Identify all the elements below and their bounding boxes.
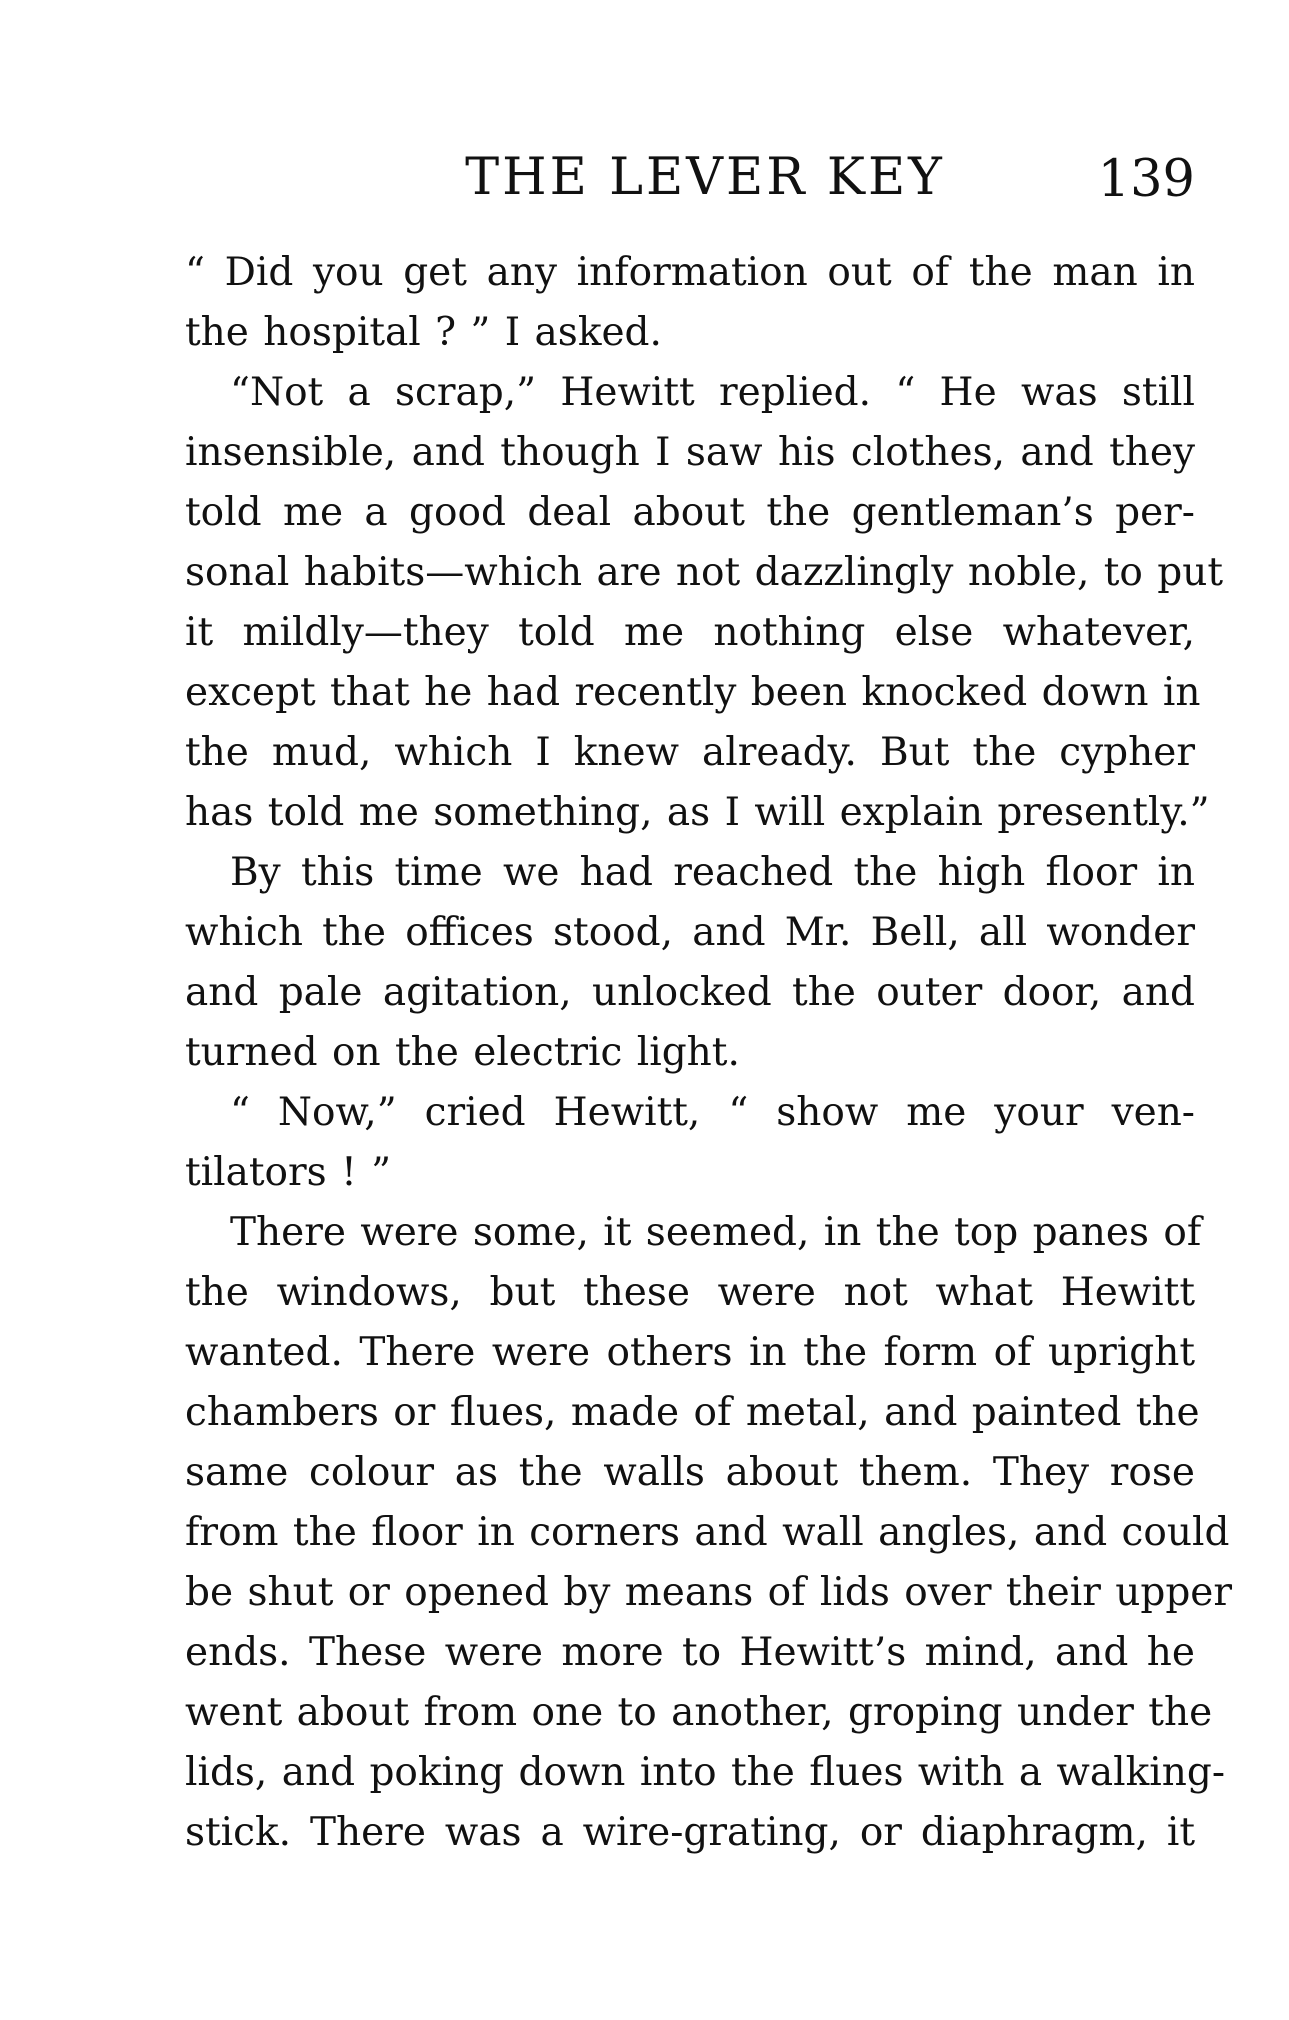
text-line: There were some, it seemed, in the top panes of	[230, 1210, 1202, 1255]
text-line: except that he had recently been knocked down in	[185, 670, 1201, 715]
text-line: “ Did you get any information out of the man in	[185, 250, 1195, 295]
text-line: “Not a scrap,” Hewitt replied. “ He was still	[230, 370, 1195, 415]
text-line: it mildly—they told me nothing else whatever,	[185, 610, 1195, 655]
text-line: tilators ! ”	[185, 1150, 392, 1195]
running-title: THE LEVER KEY	[465, 148, 945, 207]
text-line: which the offices stood, and Mr. Bell, all wonder	[185, 910, 1195, 955]
text-line: turned on the electric light.	[185, 1030, 740, 1075]
text-line: the windows, but these were not what Hewitt	[185, 1270, 1195, 1315]
body-text	[185, 243, 1233, 1863]
text-line: went about from one to another, groping under the	[185, 1690, 1213, 1735]
text-line: the hospital ? ” I asked.	[185, 310, 662, 355]
text-line: chambers or flues, made of metal, and painted the	[185, 1390, 1200, 1435]
text-line: from the floor in corners and wall angles, and could	[185, 1510, 1230, 1555]
text-line: sonal habits—which are not dazzlingly noble, to put	[185, 550, 1224, 595]
page-number: 139	[1097, 150, 1195, 209]
text-line: stick. There was a wire-grating, or diaphragm, it	[185, 1810, 1195, 1855]
text-line: told me a good deal about the gentleman’s per-	[185, 490, 1195, 535]
running-head	[185, 148, 1195, 208]
text-line: and pale agitation, unlocked the outer door, and	[185, 970, 1195, 1015]
text-line: be shut or opened by means of lids over their upper	[185, 1570, 1233, 1615]
text-line: “ Now,” cried Hewitt, “ show me your ven-	[230, 1090, 1195, 1135]
text-line: same colour as the walls about them. They rose	[185, 1450, 1195, 1495]
text-line: lids, and poking down into the flues with a walking-	[185, 1750, 1226, 1795]
text-line: By this time we had reached the high floor in	[230, 850, 1195, 895]
text-line: wanted. There were others in the form of upright	[185, 1330, 1195, 1375]
text-line: ends. These were more to Hewitt’s mind, and he	[185, 1630, 1195, 1675]
text-line: has told me something, as I will explain presently.”	[185, 790, 1210, 835]
text-line: insensible, and though I saw his clothes, and they	[185, 430, 1195, 475]
text-line: the mud, which I knew already. But the cypher	[185, 730, 1195, 775]
